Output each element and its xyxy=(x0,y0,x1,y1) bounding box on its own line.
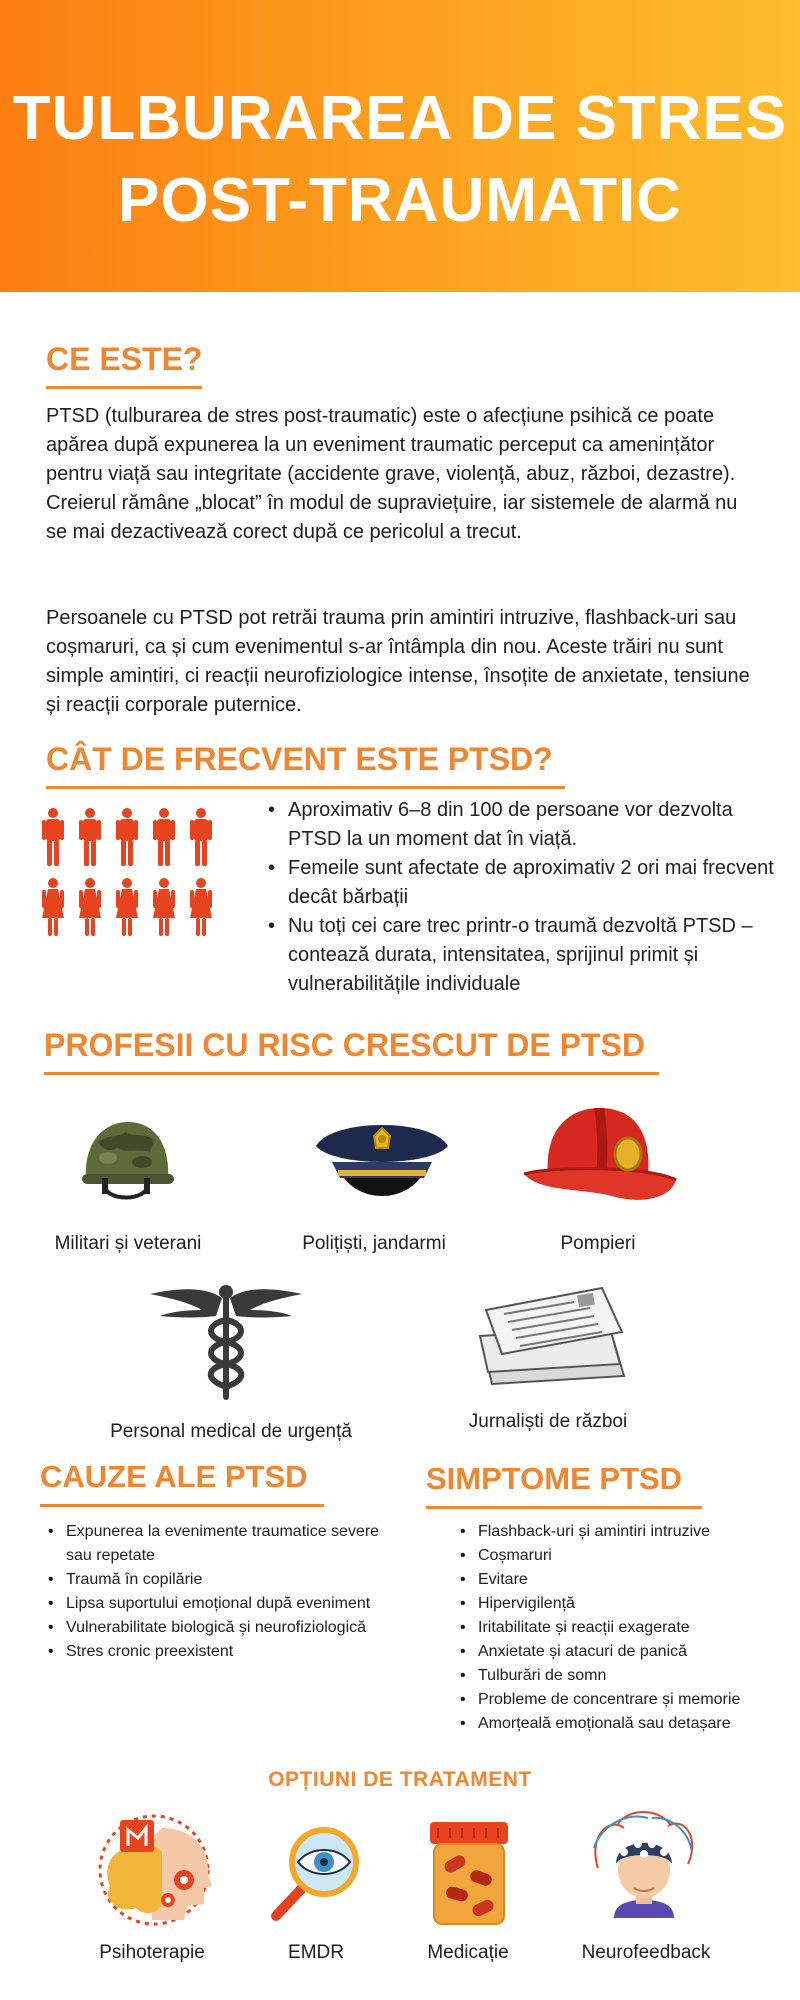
list-item: • Hipervigilență xyxy=(458,1592,788,1616)
profession-label-medical: Personal medical de urgență xyxy=(110,1421,352,1442)
list-item: • Traumă în copilărie xyxy=(46,1568,386,1592)
firefighter-helmet-icon xyxy=(520,1100,680,1212)
list-item: • Anxietate și atacuri de panică xyxy=(458,1640,788,1664)
what-paragraph-2: Persoanele cu PTSD pot retrăi trauma prin amintiri intruzive, flashback-uri sau coșmaruri, ca și cum evenimentul s-ar întâmpla din nou. Aceste trăiri nu sunt simple amintiri, ci reacții neurofiziologice intense, însoțite de anxietate, tensiune și reacții corporale puternice. xyxy=(46,607,750,716)
profession-label-journalists: Jurnaliști de război xyxy=(468,1411,628,1432)
pill-bottle-icon xyxy=(424,1818,514,1928)
header-banner xyxy=(0,0,800,292)
list-item: • Expunerea la evenimente traumatice severe sau repetate xyxy=(46,1520,386,1568)
list-item: • Vulnerabilitate biologică și neurofiziologică xyxy=(46,1616,386,1640)
profession-label-police: Polițiști, jandarmi xyxy=(302,1233,446,1254)
what-paragraph-1: PTSD (tulburarea de stres post-traumatic) este o afecțiune psihică ce poate apărea după expunerea la un eveniment traumatic perceput ca amenințător pentru viață sau integritate (accidente grave, violență, abuz, război, dezastre). Creierul rămâne „blocat” în modul de supraviețuire, iar sistemele de alarmă nu se mai dezactivează corect după ce pericolul a trecut. xyxy=(46,405,738,543)
list-item: • Iritabilitate și reacții exagerate xyxy=(458,1616,788,1640)
man-icon xyxy=(42,808,64,866)
list-item: • Coșmaruri xyxy=(458,1544,788,1568)
list-item: • Aproximativ 6–8 din 100 de persoane vor dezvolta PTSD la un moment dat în viață. xyxy=(266,796,786,854)
woman-icon xyxy=(79,878,101,936)
eye-magnifier-icon xyxy=(266,1822,366,1924)
psychotherapy-head-icon xyxy=(92,1808,218,1928)
list-item: • Evitare xyxy=(458,1568,788,1592)
page-title xyxy=(0,78,800,242)
section-title-treatment: OPȚIUNI DE TRATAMENT xyxy=(268,1768,532,1791)
man-icon xyxy=(79,808,101,866)
section-title-what: CE ESTE? xyxy=(46,340,202,389)
woman-icon xyxy=(153,878,175,936)
section-title-causes: CAUZE ALE PTSD xyxy=(40,1458,324,1507)
police-cap-icon xyxy=(312,1112,452,1204)
profession-label-military: Militari și veterani xyxy=(54,1233,202,1254)
list-item: • Tulburări de somn xyxy=(458,1664,788,1688)
list-item: • Nu toți cei care trec printr-o traumă dezvoltă PTSD – contează durata, intensitatea, sprijinul primit și vulnerabilitățile individuale xyxy=(266,912,786,999)
people-pictogram xyxy=(42,808,222,938)
woman-icon xyxy=(116,878,138,936)
title-line-2: POST-TRAUMATIC xyxy=(118,166,682,235)
list-item: • Amorțeală emoțională sau detașare xyxy=(458,1712,788,1736)
woman-icon xyxy=(42,878,64,936)
list-item: • Lipsa suportului emoțional după eveniment xyxy=(46,1592,386,1616)
caduceus-icon xyxy=(146,1280,306,1404)
section-title-symptoms: SIMPTOME PTSD xyxy=(426,1460,702,1509)
man-icon xyxy=(190,808,212,866)
list-item: • Femeile sunt afectate de aproximativ 2 ori mai frecvent decât bărbații xyxy=(266,854,786,912)
woman-icon xyxy=(190,878,212,936)
treatment-label-emdr: EMDR xyxy=(288,1942,344,1963)
frequency-list xyxy=(266,796,786,999)
eeg-cap-head-icon xyxy=(588,1808,700,1928)
newspaper-icon xyxy=(474,1280,634,1388)
profession-label-firefighters: Pompieri xyxy=(560,1233,636,1254)
list-item: • Stres cronic preexistent xyxy=(46,1640,386,1664)
list-item: • Flashback-uri și amintiri intruzive xyxy=(458,1520,788,1544)
symptoms-list xyxy=(458,1520,788,1736)
military-helmet-icon xyxy=(78,1112,174,1212)
man-icon xyxy=(153,808,175,866)
section-title-professions: PROFESII CU RISC CRESCUT DE PTSD xyxy=(44,1026,659,1075)
causes-list xyxy=(46,1520,386,1664)
treatment-label-psychotherapy: Psihoterapie xyxy=(99,1942,205,1963)
section-title-frequency: CÂT DE FRECVENT ESTE PTSD? xyxy=(46,740,565,789)
list-item: • Probleme de concentrare și memorie xyxy=(458,1688,788,1712)
treatment-label-medication: Medicație xyxy=(427,1942,509,1963)
treatment-label-neurofeedback: Neurofeedback xyxy=(581,1942,711,1963)
title-line-1: TULBURAREA DE STRES xyxy=(12,84,788,153)
man-icon xyxy=(116,808,138,866)
